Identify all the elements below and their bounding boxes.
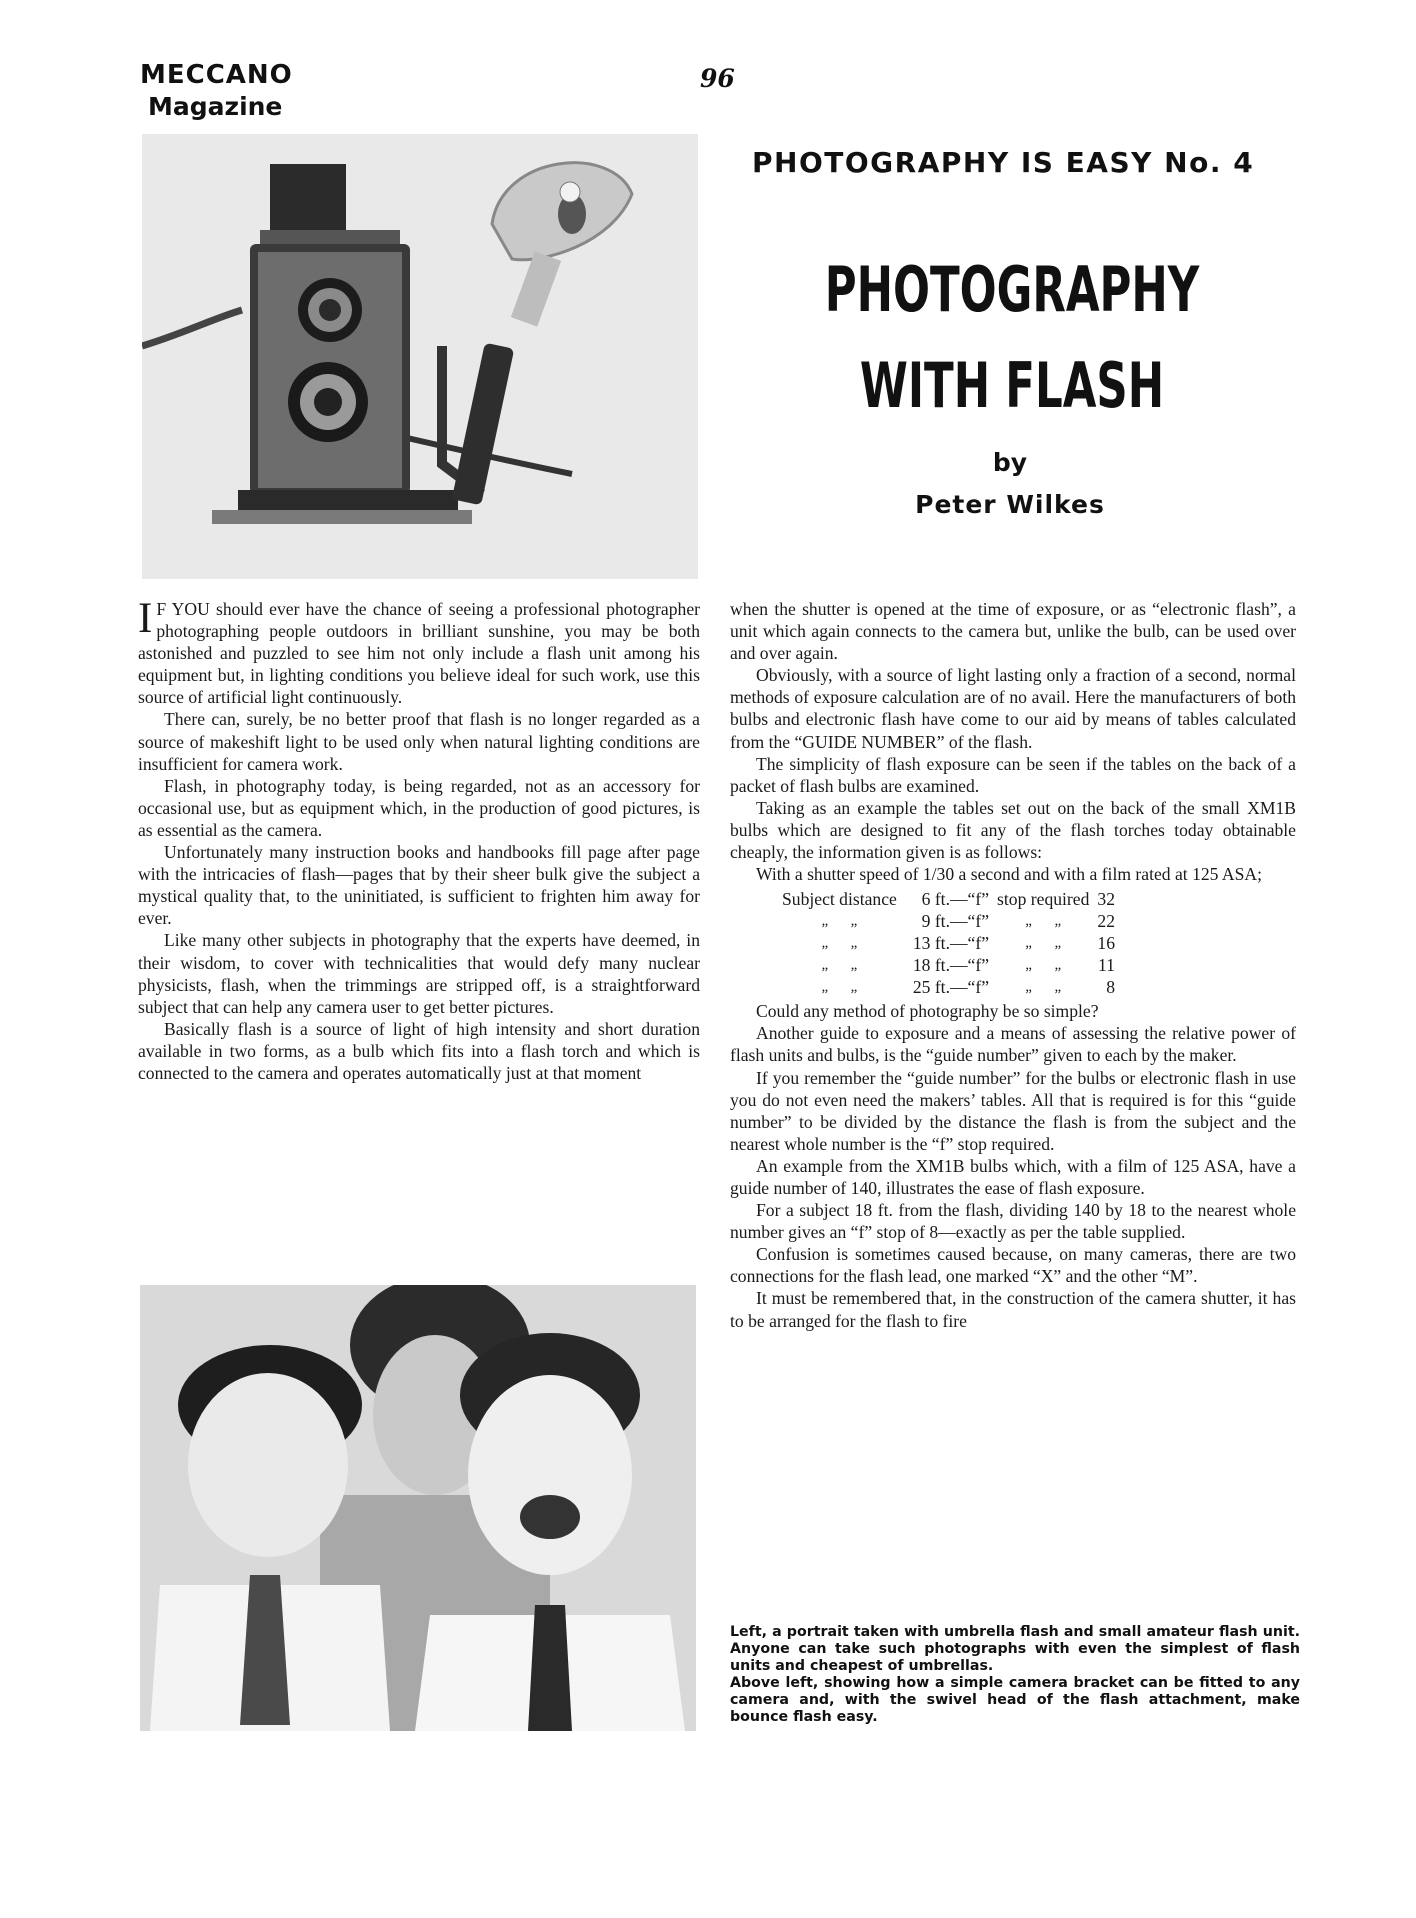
byline-by: by [992,448,1028,477]
paragraph: There can, surely, be no better proof that flash is no longer regarded as a source of makeshift light to be used only when natural lighting conditions are insufficient for camera work. [138,709,700,774]
masthead-title: MECCANO [140,60,293,90]
paragraph: Confusion is sometimes caused because, on many cameras, there are two connections for the flash lead, one marked “X” and the other “M”. [730,1244,1296,1287]
portrait-illustration [140,1285,696,1731]
title-line-1: PHOTOGRAPHY [824,253,1200,326]
photo-caption [730,1624,1300,1726]
paragraph: Flash, in photography today, is being regarded, not as an accessory for occasional use, but as equipment which, in the production of good pictures, is as essential as the camera. [138,775,700,840]
paragraph: Another guide to exposure and a means of assessing the relative power of flash units and bulbs, is the “guide number” given to each by the maker. [730,1023,1296,1066]
family-portrait-photo [140,1285,696,1731]
drop-cap: I [138,595,153,642]
paragraph: An example from the XM1B bulbs which, with a film of 125 ASA, have a guide number of 140, illustrates the ease of flash exposure. [730,1155,1296,1198]
table-row: Subject distance 6 ft.—“f” stop required 32 [782,889,1115,910]
paragraph: Taking as an example the tables set out on the back of the small XM1B bulbs which are designed to fit any of the flash torches today obtainable cheaply, the information given is as follows: [730,797,1296,863]
caption-line: Left, a portrait taken with umbrella flash and small amateur flash unit. Anyone can take such photographs with even the simplest of flash units and cheapest of umbrellas. [730,1624,1300,1674]
paragraph: Like many other subjects in photography that the experts have deemed, in their wisdom, to cover with technicalities that would defy many nuclear physicists, flash, when the trimmings are stripped off, is a straightforward subject that can help any camera user to get better pictures. [138,930,700,1017]
table-row: „ „ 25 ft.—“f” „ „ 8 [821,977,1115,998]
paragraph: I F YOU should ever have the chance of seeing a professional photographer photographing people outdoors in brilliant sunshine, you may be both astonished and puzzled to see him not only include a flash unit among his equipment but, in lighting conditions you believe ideal for such work, use this source of artificial light continuously. [138,595,700,708]
left-column [138,595,700,1084]
right-column [730,598,1296,1332]
masthead-subtitle: Magazine [148,92,283,121]
table-row: „ „ 18 ft.—“f” „ „ 11 [821,955,1115,976]
paragraph: Basically flash is a source of light of high intensity and short duration available in two forms, as a bulb which fits into a flash torch and which is connected to the camera and operates automatically just at that moment [138,1018,700,1083]
table-row: „ „ 9 ft.—“f” „ „ 22 [821,911,1115,932]
exposure-table [778,888,1119,998]
caption-line: Above left, showing how a simple camera bracket can be fitted to any camera and, with the swivel head of the flash attachment, make bounce flash easy. [730,1675,1300,1725]
paragraph: The simplicity of flash exposure can be seen if the tables on the back of a packet of flash bulbs are examined. [730,753,1296,796]
camera-flash-photo [142,134,698,579]
page-number: 96 [700,64,735,93]
paragraph: when the shutter is opened at the time of exposure, or as “electronic flash”, a unit which again connects to the camera but, unlike the bulb, can be used over and over again. [730,599,1296,664]
paragraph: Could any method of photography be so simple? [756,1001,1099,1022]
camera-flash-illustration [142,134,698,579]
author-name: Peter Wilkes [915,490,1105,519]
paragraph: If you remember the “guide number” for the bulbs or electronic flash in use you do not even need the makers’ tables. All that is required is for this “guide number” to be divided by the distance the flash is from the subject and the nearest whole number is the “f” stop required. [730,1067,1296,1154]
article-title [817,242,1207,434]
table-row: „ „ 13 ft.—“f” „ „ 16 [821,933,1115,954]
paragraph: Obviously, with a source of light lasting only a fraction of a second, normal methods of exposure calculation are of no avail. Here the manufacturers of both bulbs and electronic flash have come to our aid by means of tables calculated from the “GUIDE NUMBER” of the flash. [730,665,1296,752]
paragraph: Unfortunately many instruction books and handbooks fill page after page with the intricacies of flash—pages that by their sheer bulk give the subject a mystical quality that, to the uninitiated, is sufficient to frighten him away for ever. [138,842,700,929]
paragraph: For a subject 18 ft. from the flash, dividing 140 by 18 to the nearest whole number gives an “f” stop of 8—exactly as per the table supplied. [730,1200,1296,1243]
paragraph: With a shutter speed of 1/30 a second and with a film rated at 125 ASA; [756,864,1262,885]
paragraph: It must be remembered that, in the construction of the camera shutter, it has to be arranged for the flash to fire [730,1288,1296,1331]
series-heading: PHOTOGRAPHY IS EASY No. 4 [752,146,1255,179]
title-line-2: WITH FLASH [859,349,1165,422]
